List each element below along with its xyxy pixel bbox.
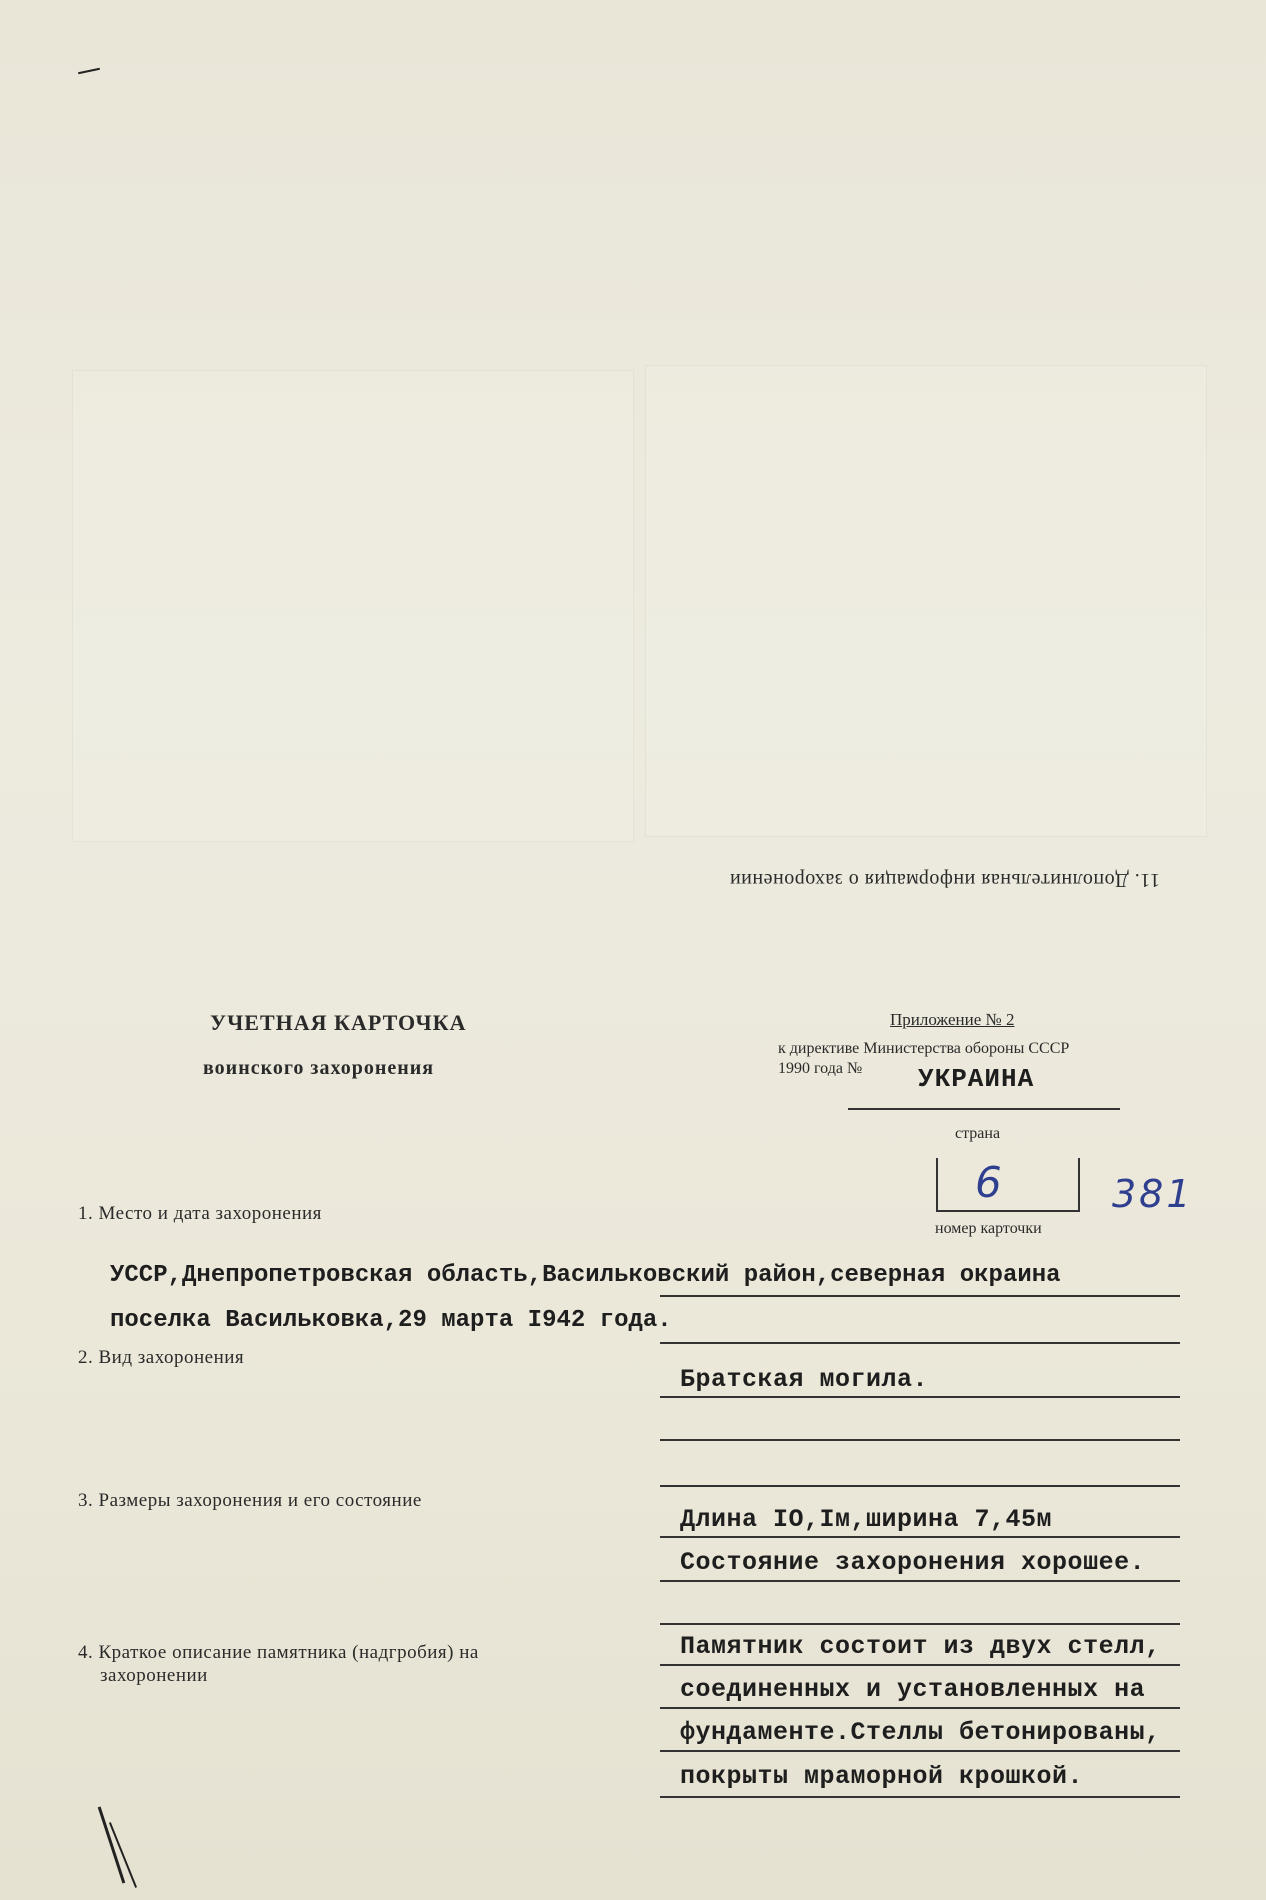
field-3-rule-1	[660, 1536, 1180, 1538]
card-number-box	[936, 1158, 1080, 1212]
field-1-line-2: поселка Васильковка,29 марта I942 года.	[110, 1307, 672, 1334]
field-4-label-line-2: захоронении	[100, 1665, 208, 1686]
card-subtitle: воинского захоронения	[203, 1057, 435, 1079]
card-number-caption: номер карточки	[935, 1220, 1042, 1237]
show-through-box-left	[72, 370, 634, 842]
field-2-rule-2	[660, 1439, 1180, 1441]
field-3-line-1: Длина IO,Iм,ширина 7,45м	[680, 1505, 1053, 1534]
reverse-field-11-label: 11. Дополнительная информация о захоронении	[729, 869, 1160, 891]
field-3-rule-3	[660, 1623, 1180, 1625]
card-title: УЧЕТНАЯ КАРТОЧКА	[210, 1010, 467, 1035]
field-2-rule-3	[660, 1485, 1180, 1487]
field-4-label-line-1: 4. Краткое описание памятника (надгробия) на	[78, 1642, 479, 1663]
field-2-rule-1	[660, 1396, 1180, 1398]
show-through-box-right	[645, 365, 1207, 837]
field-4-line-3: фундаменте.Стеллы бетонированы,	[680, 1718, 1161, 1747]
field-4-rule-2	[660, 1707, 1180, 1709]
field-4-rule-4	[660, 1796, 1180, 1798]
field-3-label: 3. Размеры захоронения и его состояние	[78, 1490, 422, 1511]
field-1-label: 1. Место и дата захоронения	[78, 1203, 322, 1224]
field-4-rule-1	[660, 1664, 1180, 1666]
field-1-line-1: УССР,Днепропетровская область,Васильковский район,северная окраина	[110, 1262, 1061, 1289]
field-3-rule-2	[660, 1580, 1180, 1582]
field-4-line-2: соединенных и установленных на	[680, 1675, 1146, 1704]
appendix-label: Приложение № 2	[890, 1010, 1015, 1029]
country-value: УКРАИНА	[918, 1064, 1035, 1094]
handwritten-number: 381	[1112, 1172, 1194, 1216]
country-underline	[848, 1108, 1120, 1110]
field-3-line-2: Состояние захоронения хорошее.	[680, 1548, 1146, 1577]
country-caption: страна	[955, 1125, 1001, 1142]
field-4-rule-3	[660, 1750, 1180, 1752]
field-1-rule-2	[660, 1342, 1180, 1344]
field-2-line-1: Братская могила.	[680, 1365, 929, 1394]
corner-mark	[98, 1806, 126, 1883]
directive-label: к директиве Министерства обороны СССР	[778, 1040, 1070, 1057]
card-number-value: 6	[975, 1158, 1002, 1207]
directive-year-label: 1990 года №	[778, 1060, 863, 1077]
corner-mark	[78, 68, 100, 75]
field-4-line-1: Памятник состоит из двух стелл,	[680, 1632, 1161, 1661]
field-2-label: 2. Вид захоронения	[78, 1347, 245, 1368]
field-1-rule-1	[660, 1295, 1180, 1297]
field-4-line-4: покрыты мраморной крошкой.	[680, 1762, 1084, 1791]
